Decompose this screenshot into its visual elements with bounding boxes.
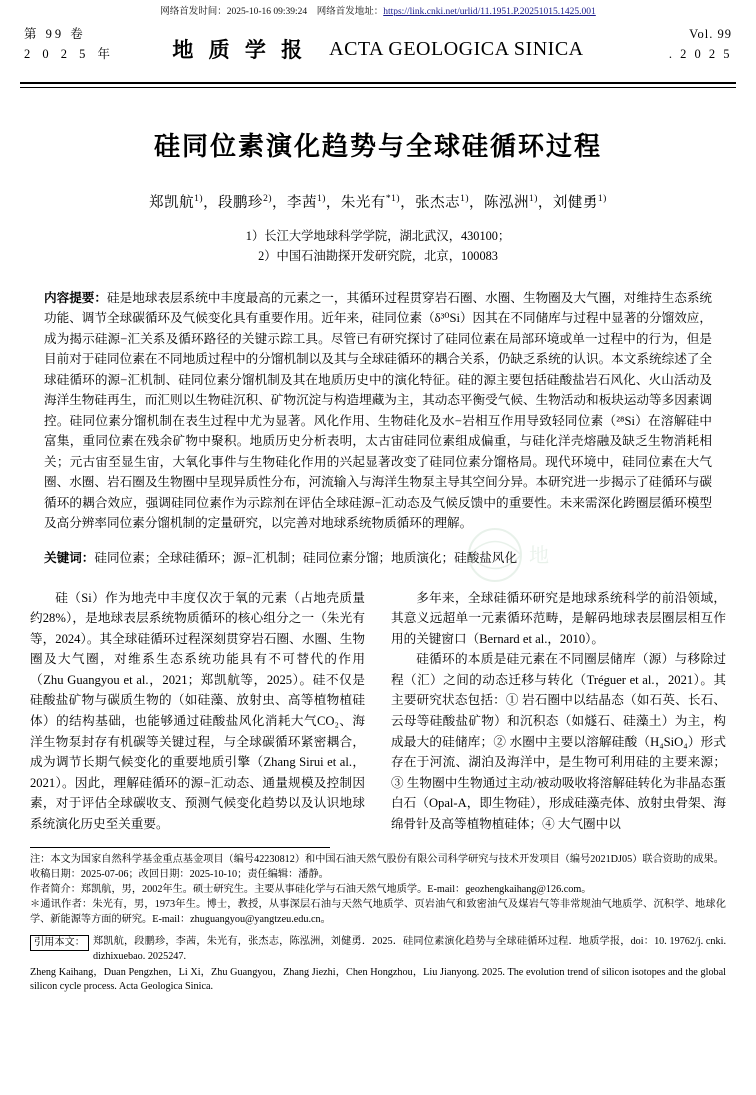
received-dates: 收稿日期：2025-07-06；改回日期：2025-10-10；责任编辑：潘静。 [30, 868, 329, 880]
keywords-text: 硅同位素；全球硅循环；源−汇机制；硅同位素分馏；地质演化；硅酸盐风化 [94, 550, 518, 565]
body-columns [30, 588, 726, 835]
body-column-left [30, 588, 365, 835]
paragraph: 硅循环的本质是硅元素在不同圈层储库（源）与移除过程（汇）之间的动态迁移与转化（Tréguer et al.，2021）。其主要研究状态包括：① 岩石圈中以结晶态（如石英、长石、云母等硅酸盐矿物）和沉积态（如燧石、硅藻土）为主，构成最大的硅储库；② 水圈中主要以溶解硅酸（H₄SiO₄）形式存在于河流、湖泊及海洋中，是生物可利用硅的主要来源；③ 生物圈中生物通过主动/被动吸收将溶解硅转化为非晶态蛋白石（Opal-A，即生物硅），形成硅藻壳体、放射虫骨架、海绵骨针及高等植物植硅体；④ 大气圈中以 [391, 652, 726, 832]
footnotes [30, 853, 726, 927]
funding-note: 注：本文为国家自然科学基金重点基金项目（编号42230812）和中国石油天然气股份有限公司科学研究与技术开发项目（编号2021DJ05）联合资助的成果。 [30, 853, 724, 865]
year-line: 2 0 2 5 年 [24, 47, 115, 61]
affiliation-2: 2）中国石油勘探开发研究院，北京，100083 [258, 248, 498, 263]
masthead-divider [20, 82, 736, 88]
footnote-divider [30, 847, 330, 848]
citation-chinese: 郑凯航，段鹏珍，李茜，朱光有，张杰志，陈泓洲，刘健勇．2025．硅同位素演化趋势与全球硅循环过程．地质学报，doi：10. 19762/j. cnki. dizhixuebao. 2025247. [92, 936, 726, 962]
keywords [44, 548, 712, 568]
paragraph: 多年来，全球硅循环研究是地球系统科学的前沿领域，其意义远超单一元素循环范畴，是解码地球表层圈层相互作用的关键窗口（Bernard et al.，2010）。 [391, 590, 726, 646]
year-en: . 2 0 2 5 [668, 47, 732, 61]
svg-text:地: 地 [529, 545, 549, 567]
masthead-center [20, 34, 736, 64]
volume-line: 第 99 卷 [24, 27, 86, 41]
journal-title-cn: 地 质 学 报 [172, 38, 308, 62]
abstract-text: 硅是地球表层系统中丰度最高的元素之一，其循环过程贯穿岩石圈、水圈、生物圈及大气圈，对维持生态系统功能、调节全球碳循环及气候变化具有重要作用。近年来，硅同位素（δ³⁰Si）因其在不同储库与过程中显著的分馏效应，成为揭示硅源−汇关系及循环路径的关键示踪工具。尽管已有研究探讨了硅同位素在局部环境或单一过程中的行为，但是目前对于硅同位素在不同地质过程中的分馏机制以及其与全球硅循环的耦合关系，仍缺乏系统的认识。本文系统综述了全球硅循环的源−汇机制、硅同位素分馏机制及其在地质历史中的演化特征。硅的源主要包括硅酸盐岩石风化、火山活动及海洋生物硅再生，而汇则以生物硅沉积、矿物沉淀与构造埋藏为主，其动态平衡受气候、生物活动和板块运动等多因素调控。硅同位素分馏机制在表生过程中尤为显著。风化作用、生物硅化及水−岩相互作用导致轻同位素（²⁸Si）在溶解硅中富集，重同位素在残余矿物中聚积。地质历史分析表明，太古宙硅同位素组成偏重，与硅化洋壳熔融及缺乏生物消耗相关；元古宙至显生宙，大氧化事件与生物硅化作用的兴起显著改变了硅同位素分馏格局。现代环境中，硅同位素在大气圈、水圈、岩石圈及生物圈中呈现异质性分布，河流输入与海洋生物泵主导其空间分异。本研究进一步揭示了硅循环与碳循环的耦合效应，强调硅同位素作为示踪剂在评估全球硅源−汇动态及气候反馈中的重要性。未来需深化跨圈层循环模型及高分辨率同位素分馏机制的定量研究，以完善对地球系统物质循环的理解。 [44, 290, 713, 530]
citation-block [30, 935, 726, 995]
volume-en: Vol. 99 [689, 27, 732, 41]
affiliations [0, 226, 756, 266]
publish-info-bar [0, 0, 756, 18]
keywords-label: 关键词： [44, 550, 95, 565]
body-column-right [391, 588, 726, 835]
citation-english: Zheng Kaihang，Duan Pengzhen，Li Xi，Zhu Guangyou，Zhang Jiezhi，Chen Hongzhou，Liu Jianyong. 2025. The evolution trend of silicon isotopes and the global silicon cycle process. Acta Geologica Sinica. [30, 966, 726, 993]
online-time-value: 2025-10-16 09:39:24 [226, 7, 308, 17]
abstract-label: 内容提要： [44, 290, 108, 305]
affiliation-1: 1）长江大学地球科学学院，湖北武汉，430100； [245, 228, 511, 243]
citation-label: 引用本文： [30, 935, 89, 951]
online-addr-label: 网络首发地址： [316, 7, 384, 17]
corresponding-author: ＊通讯作者：朱光有，男，1973年生。博士，教授，从事深层石油与天然气地质学、页岩油气和致密油气及煤岩气等非常规油气地质学、沉积学、地球化学、新能源等方面的研究。E-mail：zhuguangyou@yangtzeu.edu.cn。 [30, 898, 726, 925]
paragraph: 硅（Si）作为地壳中丰度仅次于氧的元素（占地壳质量约28%），是地球表层系统物质循环的核心组分之一（朱光有等，2024）。其全球硅循环过程深刻贯穿岩石圈、水圈、生物圈及大气圈，对维系生态系统功能具有不可替代的作用（Zhu Guangyou et al.，2021；郑凯航等，2025）。硅不仅是硅酸盐矿物与碳质生物的（如硅藻、放射虫、高等植物植硅体）的结构基础，也能够通过硅酸盐风化消耗大气CO₂、海洋生物泵封存有机碳等关键过程，与全球碳循环紧密耦合，成为调节长期气候变化的重要地质引擎（Zhang Sirui et al.，2021）。因此，理解硅循环的源−汇动态、通量规模及控制因素，对于评估全球碳收支、预测气候变化趋势以及认识地球系统演化历史至关重要。 [30, 590, 365, 832]
page-title: 硅同位素演化趋势与全球硅循环过程 [153, 131, 602, 161]
masthead-right [669, 24, 732, 64]
online-addr-link[interactable]: https://link.cnki.net/urlid/11.1951.P.20251015.1425.001 [383, 7, 596, 17]
author-list: 郑凯航$^{1)}$，段鹏珍$^{2)}$，李茜$^{1)}$，朱光有$^{*1)}$，张杰志$^{1)}$，陈泓洲$^{1)}$，刘健勇$^{1)}$ [149, 193, 607, 211]
abstract [44, 288, 712, 534]
masthead [20, 22, 736, 80]
online-time-label: 网络首发时间： [160, 7, 227, 17]
journal-title-en: ACTA GEOLOGICA SINICA [329, 37, 584, 60]
author-bio: 作者简介：郑凯航，男，2002年生。硕士研究生。主要从事硅化学与石油天然气地质学。E-mail：geozhengkaihang@126.com。 [30, 883, 592, 895]
